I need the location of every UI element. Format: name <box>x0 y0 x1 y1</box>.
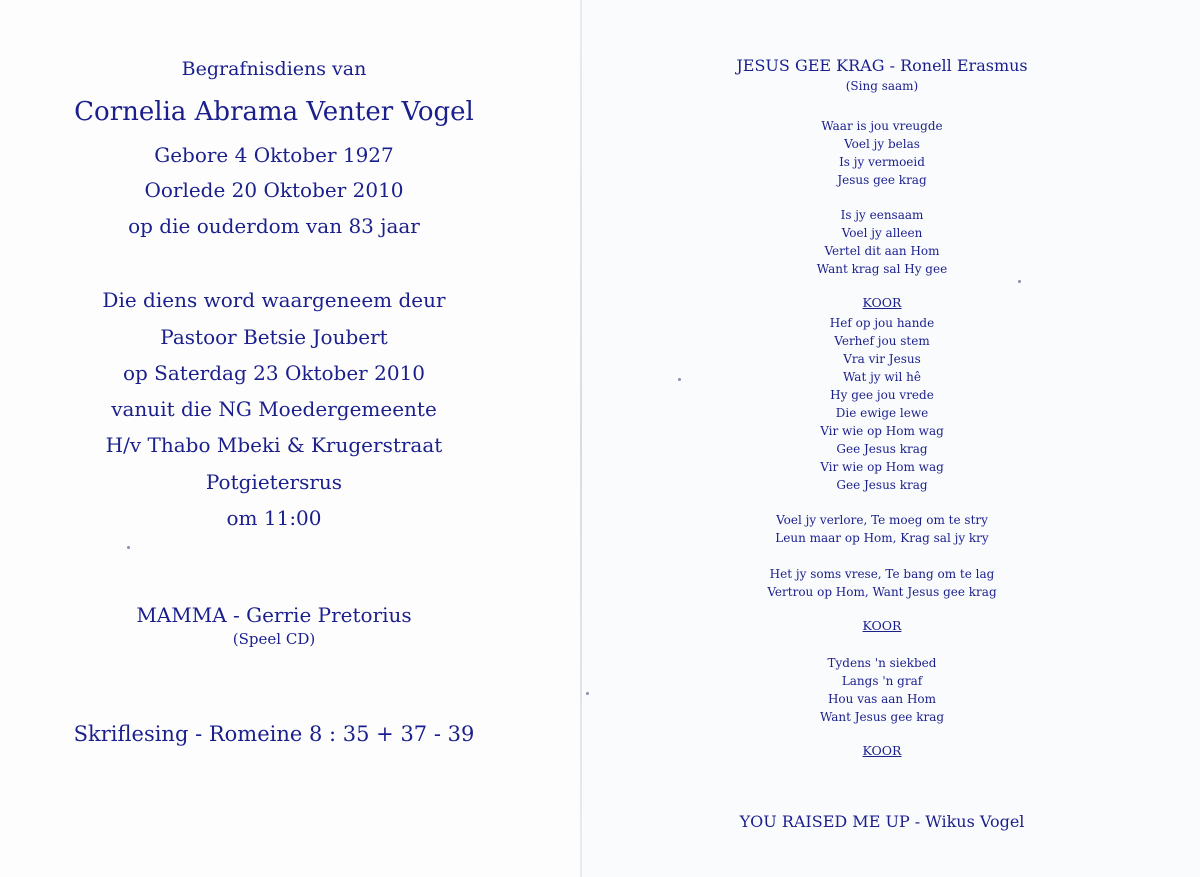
song-title-jesus-gee-krag: JESUS GEE KRAG - Ronell Erasmus <box>736 56 1028 75</box>
service-heading: Begrafnisdiens van <box>181 58 367 80</box>
lyric-line: Vertel dit aan Hom <box>824 244 940 258</box>
service-line: op Saterdag 23 Oktober 2010 <box>122 361 425 385</box>
lyric-line: Is jy eensaam <box>840 208 924 222</box>
deceased-name: Cornelia Abrama Venter Vogel <box>74 97 474 127</box>
lyric-line: Voel jy belas <box>844 137 920 151</box>
service-line: vanuit die NG Moedergemeente <box>111 397 437 421</box>
koor-heading: KOOR <box>862 295 902 310</box>
age-line: op die ouderdom van 83 jaar <box>128 214 420 238</box>
chorus-line: Wat jy wil hê <box>843 370 921 384</box>
lyric-line: Het jy soms vrese, Te bang om te lag <box>769 567 995 581</box>
lyric-line: Waar is jou vreugde <box>821 119 943 133</box>
left-page <box>0 0 548 877</box>
birth-date: Gebore 4 Oktober 1927 <box>154 143 394 167</box>
chorus-line: Vir wie op Hom wag <box>820 424 944 438</box>
lyric-line: Vertrou op Hom, Want Jesus gee krag <box>767 585 997 599</box>
chorus-line: Vra vir Jesus <box>843 352 921 366</box>
scripture-reading: Skriflesing - Romeine 8 : 35 + 37 - 39 <box>73 722 475 746</box>
paper-speck <box>586 692 589 695</box>
service-line: H/v Thabo Mbeki & Krugerstraat <box>105 433 443 457</box>
final-song-title: YOU RAISED ME UP - Wikus Vogel <box>739 812 1025 831</box>
lyric-line: Want krag sal Hy gee <box>816 262 948 276</box>
koor-heading: KOOR <box>862 743 902 758</box>
koor-heading: KOOR <box>862 618 902 633</box>
service-line: Pastoor Betsie Joubert <box>160 325 388 349</box>
lyric-line: Jesus gee krag <box>837 173 927 187</box>
service-line: Potgietersrus <box>205 470 343 494</box>
paper-speck <box>678 378 681 381</box>
chorus-line: Die ewige lewe <box>835 406 929 420</box>
chorus-line: Verhef jou stem <box>834 334 930 348</box>
chorus-line: Hy gee jou vrede <box>830 388 934 402</box>
lyric-line: Want Jesus gee krag <box>819 710 945 724</box>
paper-speck <box>1018 280 1021 283</box>
death-date: Oorlede 20 Oktober 2010 <box>144 178 404 202</box>
right-content <box>622 0 1142 877</box>
lyric-line: Voel jy verlore, Te moeg om te stry <box>776 513 988 527</box>
lyric-line: Voel jy alleen <box>841 226 923 240</box>
lyric-line: Langs 'n graf <box>841 674 923 688</box>
chorus-line: Gee Jesus krag <box>836 442 928 456</box>
service-line: Die diens word waargeneem deur <box>102 288 446 312</box>
right-page <box>582 0 1200 877</box>
service-line: om 11:00 <box>226 506 322 530</box>
song-note-speel-cd: (Speel CD) <box>232 630 316 648</box>
song-note-sing-saam: (Sing saam) <box>845 79 919 93</box>
lyric-line: Tydens 'n siekbed <box>827 656 937 670</box>
lyric-line: Leun maar op Hom, Krag sal jy kry <box>775 531 989 545</box>
chorus-line: Hef op jou hande <box>829 316 935 330</box>
lyric-line: Is jy vermoeid <box>839 155 925 169</box>
lyric-line: Hou vas aan Hom <box>827 692 937 706</box>
paper-speck <box>127 546 130 549</box>
chorus-line: Gee Jesus krag <box>836 478 928 492</box>
chorus-line: Vir wie op Hom wag <box>820 460 944 474</box>
song-title-mamma: MAMMA - Gerrie Pretorius <box>136 603 412 627</box>
